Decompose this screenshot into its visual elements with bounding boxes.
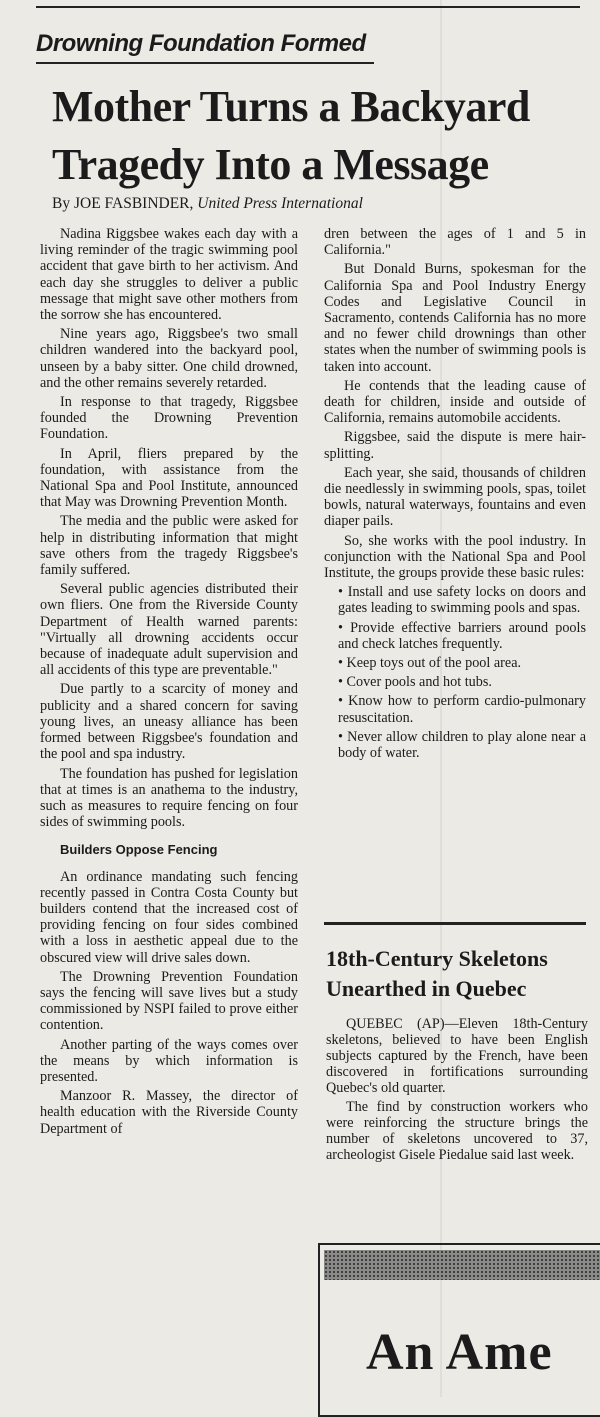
paragraph: dren between the ages of 1 and 5 in California.": [324, 226, 586, 259]
top-rule: [36, 6, 580, 8]
paragraph: QUEBEC (AP)—Eleven 18th-Century skeletons, believed to have been English subjects captured by the French, have been discovered in fortifications surrounding Quebec's old quarter.: [326, 1016, 588, 1096]
paragraph: The foundation has pushed for legislation that at times is an anathema to the industry, such as measures to require fencing on four sides of swimming pools.: [40, 765, 298, 831]
paragraph: An ordinance mandating such fencing recently passed in Contra Costa County but builders contend that the increased cost of providing fencing on four sides combined with a loss in aesthetic appeal due to the obscured view will drive sales down.: [40, 868, 298, 966]
story2-body: [326, 1016, 588, 1166]
rule-bullet: • Keep toys out of the pool area.: [338, 655, 522, 672]
story2-headline-line-1: 18th-Century Skeletons: [326, 946, 548, 971]
story2-headline-line-2: Unearthed in Quebec: [326, 976, 527, 1001]
ad-box-title: An Ame: [366, 1324, 553, 1381]
subhead: Builders Oppose Fencing: [60, 842, 218, 858]
article-column-1: [40, 226, 298, 1140]
paragraph: The Drowning Prevention Foundation says the fencing will save lives but a study commissioned by NSPI failed to prove either contention.: [40, 968, 298, 1034]
paragraph: Nine years ago, Riggsbee's two small children wandered into the backyard pool, unseen by a baby sitter. One child drowned, and the other remains severely retarded.: [40, 326, 298, 391]
story-divider: [324, 922, 586, 925]
rule-bullet: • Know how to perform cardio-pulmonary resuscitation.: [338, 693, 586, 726]
paragraph: Manzoor R. Massey, the director of health education with the Riverside County Department of: [40, 1088, 298, 1137]
kicker: Drowning Foundation Formed: [36, 30, 366, 57]
story2-headline: [326, 944, 596, 1004]
paragraph: Due partly to a scarcity of money and publicity and a shared concern for saving young lives, an uneasy alliance has been formed between Riggsbee's foundation and the pool and spa industry.: [40, 681, 298, 763]
paragraph: But Donald Burns, spokesman for the California Spa and Pool Industry Energy Codes and Legislative Council in Sacramento, contends California has no more and no fewer child drownings than other states when the number of swimming pools is taken into account.: [324, 261, 586, 375]
paragraph: The find by construction workers who were reinforcing the structure brings the number of skeletons uncovered to 37, archeologist Gisele Piedalue said last week.: [326, 1099, 588, 1163]
paragraph: In April, fliers prepared by the foundation, with assistance from the National Spa and Pool Institute, announced that May was Drowning Prevention Month.: [40, 445, 298, 511]
kicker-rule: [36, 62, 374, 64]
paragraph: Riggsbee, said the dispute is mere hair-splitting.: [324, 429, 586, 462]
rule-bullet: • Provide effective barriers around pools and check latches frequently.: [338, 619, 586, 652]
rule-bullet: • Never allow children to play alone near a body of water.: [338, 728, 586, 762]
byline: [52, 195, 363, 213]
rule-bullet: • Cover pools and hot tubs.: [338, 674, 492, 691]
paragraph: Nadina Riggsbee wakes each day with a living reminder of the tragic swimming pool accident that gave birth to her activism. And each day she struggles to deliver a public message that might save other mothers from the sorrow she has encountered.: [40, 226, 298, 324]
byline-source: United Press International: [197, 195, 363, 212]
paragraph: Several public agencies distributed their own fliers. One from the Riverside County Department of Health warned parents: "Virtually all drowning accidents occur because of inadequate adult supervision and all accidents of this type are preventable.": [40, 581, 298, 679]
byline-author: By JOE FASBINDER,: [52, 195, 194, 212]
ad-box-halftone-band: [324, 1250, 600, 1280]
headline-line-2: Tragedy Into a Message: [52, 140, 489, 189]
paragraph: Another parting of the ways comes over the means by which information is presented.: [40, 1036, 298, 1085]
rule-bullet: • Install and use safety locks on doors and gates leading to swimming pools and spas.: [338, 584, 586, 617]
article-column-2: [324, 226, 586, 764]
paragraph: He contends that the leading cause of death for children, inside and outside of California, remains automobile accidents.: [324, 377, 586, 427]
paragraph: So, she works with the pool industry. In conjunction with the National Spa and Pool Institute, the groups provide these basic rules:: [324, 532, 586, 582]
paragraph: In response to that tragedy, Riggsbee founded the Drowning Prevention Foundation.: [40, 394, 298, 443]
paragraph: The media and the public were asked for help in distributing information that might save others from the tragedy Riggsbee's family suffered.: [40, 513, 298, 579]
paragraph: Each year, she said, thousands of children die needlessly in swimming pools, spas, toilet bowls, natural waterways, fountains and even diaper pails.: [324, 464, 586, 530]
headline: [52, 78, 592, 194]
headline-line-1: Mother Turns a Backyard: [52, 82, 530, 131]
